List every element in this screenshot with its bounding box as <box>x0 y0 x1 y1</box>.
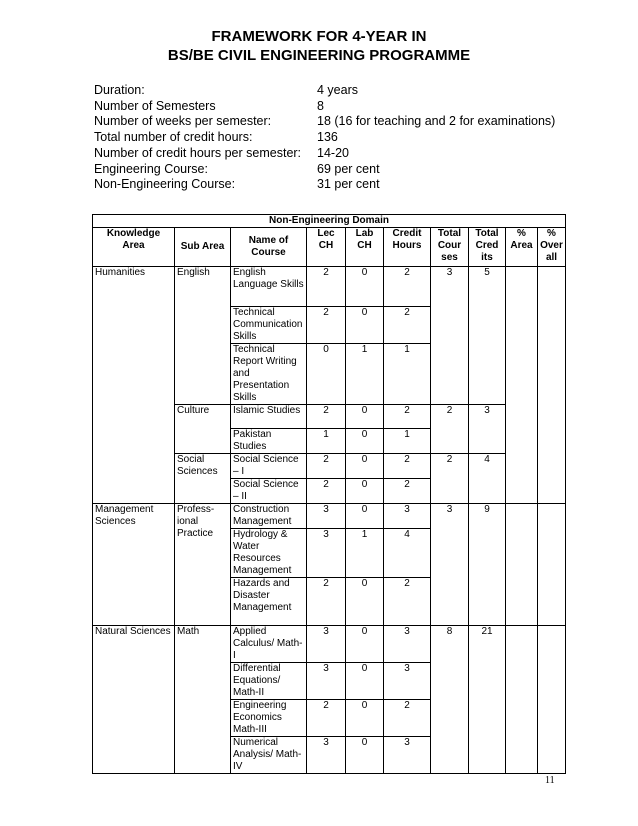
lab-ch-cell: 1 <box>346 529 384 578</box>
total-courses-cell: 2 <box>431 405 469 454</box>
course-name-cell: Social Science – II <box>231 479 307 504</box>
lec-ch-cell: 3 <box>307 663 346 700</box>
sub-area-cell: Social Sciences <box>175 454 231 504</box>
credit-hours-cell: 2 <box>384 454 431 479</box>
total-credits-cell: 4 <box>469 454 506 504</box>
credit-hours-cell: 2 <box>384 479 431 504</box>
summary-row <box>94 83 555 99</box>
total-credits-cell: 5 <box>469 267 506 405</box>
course-name-cell: Applied Calculus/ Math-I <box>231 626 307 663</box>
header-percent-area: % Area <box>506 228 538 267</box>
course-name-cell: English Language Skills <box>231 267 307 307</box>
course-name-cell: Construction Management <box>231 504 307 529</box>
header-lec-ch: Lec CH <box>307 228 346 267</box>
total-credits-cell: 21 <box>469 626 506 774</box>
total-credits-cell: 9 <box>469 504 506 626</box>
credit-hours-cell: 2 <box>384 405 431 429</box>
lab-ch-cell: 0 <box>346 454 384 479</box>
credit-hours-cell: 2 <box>384 700 431 737</box>
domain-title: Non-Engineering Domain <box>93 215 566 228</box>
summary-label: Duration: <box>94 83 145 97</box>
summary-row <box>94 162 555 178</box>
credit-hours-cell: 3 <box>384 504 431 529</box>
credit-hours-cell: 2 <box>384 307 431 344</box>
credit-hours-cell: 2 <box>384 267 431 307</box>
percent-area-cell <box>506 267 538 504</box>
knowledge-area-cell: Management Sciences <box>93 504 175 626</box>
lab-ch-cell: 0 <box>346 663 384 700</box>
lec-ch-cell: 3 <box>307 737 346 774</box>
summary-value: 4 years <box>317 83 358 97</box>
document-title-line-1: FRAMEWORK FOR 4-YEAR IN <box>211 28 427 45</box>
page-number: 11 <box>545 775 555 786</box>
summary-value: 8 <box>317 98 324 113</box>
total-credits-cell: 3 <box>469 405 506 454</box>
sub-area-cell: Culture <box>175 405 231 454</box>
summary-value: 31 per cent <box>317 177 380 192</box>
lec-ch-cell: 3 <box>307 504 346 529</box>
table-row <box>93 626 566 663</box>
lab-ch-cell: 0 <box>346 267 384 307</box>
course-name-cell: Numerical Analysis/ Math-IV <box>231 737 307 774</box>
total-courses-cell: 8 <box>431 626 469 774</box>
credit-hours-cell: 3 <box>384 663 431 700</box>
course-name-cell: Technical Communication Skills <box>231 307 307 344</box>
header-sub-area: Sub Area <box>175 228 231 267</box>
summary-row <box>94 114 555 130</box>
header-percent-overall: % Over all <box>538 228 566 267</box>
header-course-name: Name of Course <box>231 228 307 267</box>
total-courses-cell: 3 <box>431 267 469 405</box>
knowledge-area-cell: Humanities <box>93 267 175 504</box>
summary-row <box>94 130 555 146</box>
total-courses-cell: 3 <box>431 504 469 626</box>
total-courses-cell: 2 <box>431 454 469 504</box>
header-lab-ch: Lab CH <box>346 228 384 267</box>
lec-ch-cell: 2 <box>307 578 346 626</box>
knowledge-area-cell: Natural Sciences <box>93 626 175 774</box>
percent-overall-cell <box>538 626 566 774</box>
header-knowledge-area: Knowledge Area <box>93 228 175 267</box>
percent-overall-cell <box>538 267 566 504</box>
lab-ch-cell: 0 <box>346 429 384 454</box>
lec-ch-cell: 3 <box>307 529 346 578</box>
course-name-cell: Social Science – I <box>231 454 307 479</box>
percent-area-cell <box>506 504 538 626</box>
credit-hours-cell: 2 <box>384 578 431 626</box>
header-total-credits: Total Cred its <box>469 228 506 267</box>
summary-row <box>94 99 555 115</box>
summary-value: 18 (16 for teaching and 2 for examinations) <box>317 114 556 129</box>
non-engineering-domain-table <box>92 214 566 774</box>
sub-area-cell: Math <box>175 626 231 774</box>
sub-area-cell: English <box>175 267 231 405</box>
course-name-cell: Technical Report Writing and Presentation Skills <box>231 344 307 405</box>
lec-ch-cell: 2 <box>307 454 346 479</box>
lab-ch-cell: 0 <box>346 405 384 429</box>
summary-label: Engineering Course: <box>94 161 208 176</box>
table-body <box>93 267 566 774</box>
sub-area-cell: Profess- ional Practice <box>175 504 231 626</box>
summary-value: 69 per cent <box>317 161 380 176</box>
credit-hours-cell: 1 <box>384 344 431 405</box>
summary-label: Number of Semesters <box>94 98 216 113</box>
lec-ch-cell: 2 <box>307 267 346 307</box>
table-row <box>93 504 566 529</box>
summary-label: Total number of credit hours: <box>94 130 253 145</box>
lec-ch-cell: 0 <box>307 344 346 405</box>
lec-ch-cell: 2 <box>307 479 346 504</box>
percent-area-cell <box>506 626 538 774</box>
lab-ch-cell: 0 <box>346 700 384 737</box>
lab-ch-cell: 0 <box>346 479 384 504</box>
summary-value: 14-20 <box>317 145 349 160</box>
summary-label: Number of weeks per semester: <box>94 114 272 129</box>
lab-ch-cell: 0 <box>346 504 384 529</box>
lab-ch-cell: 0 <box>346 626 384 663</box>
lec-ch-cell: 2 <box>307 405 346 429</box>
credit-hours-cell: 3 <box>384 626 431 663</box>
lec-ch-cell: 1 <box>307 429 346 454</box>
summary-label: Non-Engineering Course: <box>94 177 236 192</box>
table-row <box>93 267 566 307</box>
header-credit-hours: Credit Hours <box>384 228 431 267</box>
summary-row <box>94 146 555 162</box>
lec-ch-cell: 3 <box>307 626 346 663</box>
lab-ch-cell: 0 <box>346 737 384 774</box>
header-total-courses: Total Cour ses <box>431 228 469 267</box>
credit-hours-cell: 4 <box>384 529 431 578</box>
lab-ch-cell: 1 <box>346 344 384 405</box>
summary-row <box>94 177 555 193</box>
credit-hours-cell: 1 <box>384 429 431 454</box>
percent-overall-cell <box>538 504 566 626</box>
summary-value: 136 <box>317 130 338 145</box>
lab-ch-cell: 0 <box>346 578 384 626</box>
lec-ch-cell: 2 <box>307 700 346 737</box>
course-name-cell: Hazards and Disaster Management <box>231 578 307 626</box>
credit-hours-cell: 3 <box>384 737 431 774</box>
course-name-cell: Islamic Studies <box>231 405 307 429</box>
course-name-cell: Engineering Economics Math-III <box>231 700 307 737</box>
lec-ch-cell: 2 <box>307 307 346 344</box>
course-name-cell: Pakistan Studies <box>231 429 307 454</box>
lab-ch-cell: 0 <box>346 307 384 344</box>
course-name-cell: Differential Equations/ Math-II <box>231 663 307 700</box>
course-name-cell: Hydrology & Water Resources Management <box>231 529 307 578</box>
programme-summary <box>94 83 555 193</box>
summary-label: Number of credit hours per semester: <box>94 145 302 160</box>
document-title-line-2: BS/BE CIVIL ENGINEERING PROGRAMME <box>167 47 471 64</box>
